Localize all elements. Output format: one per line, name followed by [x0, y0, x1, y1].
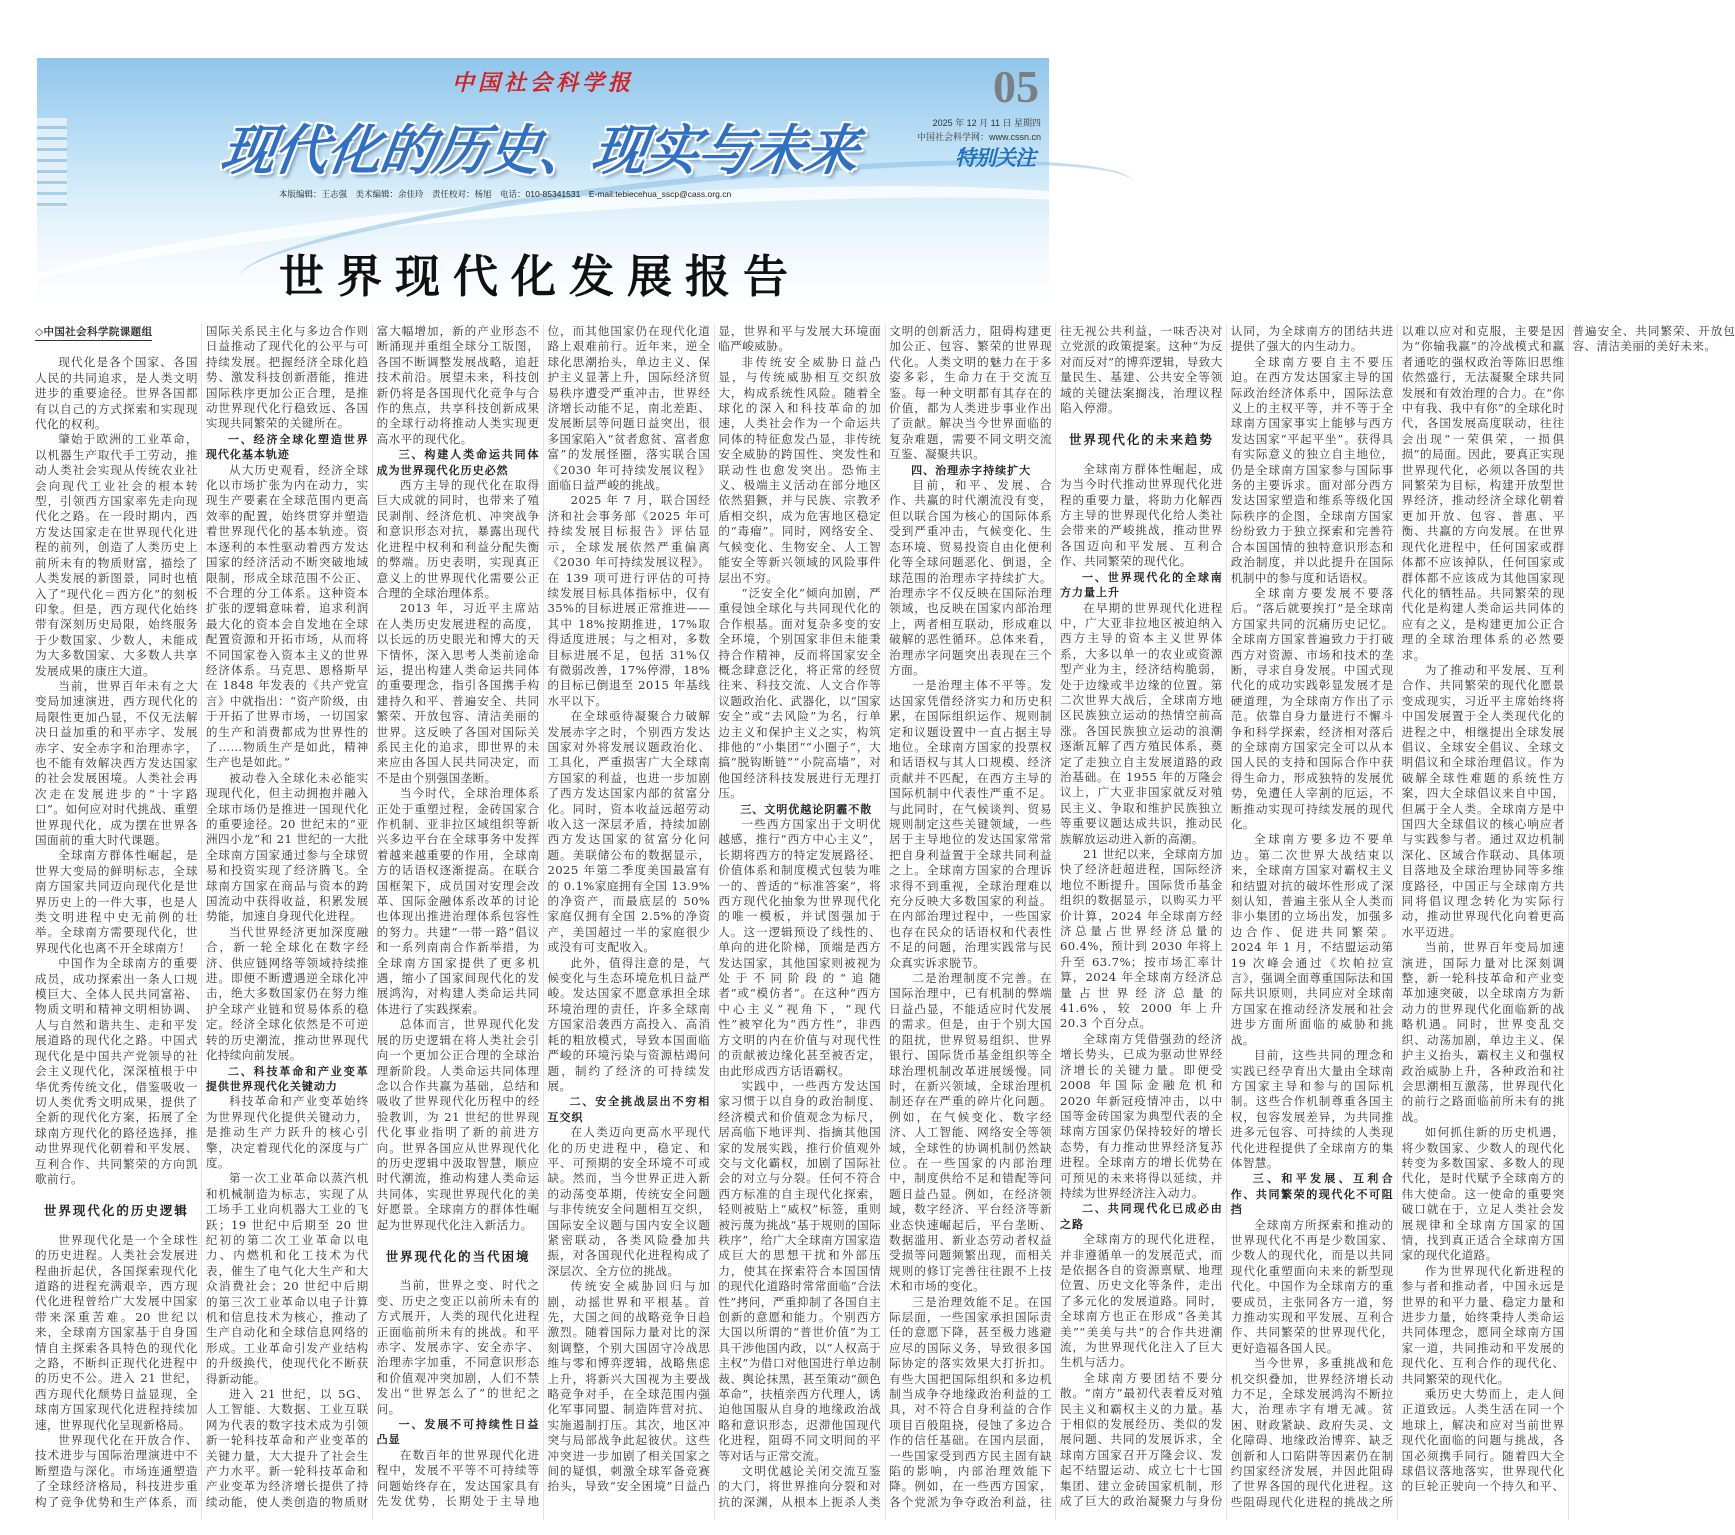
paragraph: 世界现代化是一个全球性的历史进程。人类社会发展进程曲折起伏，各国探索现代化道路的进程充满艰辛，西方现代化进程曾给广大发展中国家带来深重苦难。20 世纪以来，全球南方国家基于自身国情自主探索各具特色的现代化之路，不断纠正现代化进程中的历史不公。进入 21 世纪，西方现代化颓势日益显现，全球南方国家现代化进程持续加速，世界现代化呈现新格局。	[35, 1232, 198, 1432]
paragraph: 在全球亟待凝聚合力破解发展赤字之时，个别西方发达国家对外将发展议题政治化、工具化，严重损害广大全球南方国家的利益，也进一步加剧了西方发达国家内部的贫富分化。同时，资本收益远超劳动收入这一深层矛盾，持续加剧西方发达国家的贫富分化问题。美联储公布的数据显示，2025 年第二季度美国最富有的 0.1%家庭拥有全国 13.9%的净资产，而最底层的 50%家庭仅拥有全国 2.5%的净资产，美国超过一半的家庭很少或没有可支配收入。	[547, 709, 711, 955]
paragraph: 全球南方群体性崛起，是世界大变局的鲜明标志，全球南方国家共同迈向现代化是世界历史上的一件大事，也是人类文明进程中史无前例的壮举。全球南方需要现代化，世界现代化也离不开全球南方！	[35, 848, 198, 955]
section-heading: 世界现代化的历史逻辑	[43, 1203, 189, 1219]
paragraph: 第一次工业革命以蒸汽机和机械制造为标志，实现了从工场手工业向机器大工业的飞跃；19 世纪中后期至 20 世纪初的第二次工业革命以电力、内燃机和化工技术为代表，催生了电气化大生产和大众消费社会；20 世纪中后期的第三次工业革命以电子计算机和信息技术为核心，推动了生产自动化和全球信息网络的形成。工业革命引发产业结构的升级换代，使现代化不断获得新动能。	[205, 1171, 369, 1386]
paragraph: 全球南方的现代化进程，并非遵循单一的发展范式，而是依据各自的资源禀赋、地理位置、历史文化等条件，走出了多元化的发展道路。同时，全球南方也正在形成“各美其美”“美美与共”的合作共进潮流，为世界现代化注入了巨大生机与活力。	[1059, 1232, 1223, 1370]
paragraph: 西方主导的现代化在取得巨大成就的同时，也带来了殖民剥削、经济危机、冲突战争和意识形态对抗，暴露出现代化进程中权利和利益分配失衡的弊端。历史表明，实现真正意义上的世界现代化需要公正合理的全球治理体系。	[376, 478, 540, 600]
page-number: 05	[993, 61, 1039, 112]
article-title: 世界现代化发展报告	[278, 250, 801, 303]
subsection-heading: 一、世界现代化的全球南方力量上升	[1059, 570, 1223, 600]
section-label: 特别关注	[955, 146, 1035, 170]
paragraph: 进入 21 世纪，以 5G、人工智能、大数据、工业互联网为代表的数字技术成为引领新一轮科技革命和产业变革的关键力量，大大提升了社会生产力水平。新一轮科技革命和产业变革为经济增长提供了持续动能，使人类创造的物质财富大幅增加，新的产业形态不断涌现并重组全球分工版图，各国不断调整发展战略，追赶技术前沿。展望未来，科技创新仍将是各国现代化竞争与合作的焦点，共享科技创新成果的全球行动将推动人类实现更高水平的现代化。	[205, 324, 540, 1509]
paragraph: 全球南方所探索和推动的世界现代化不再是少数国家、少数人的现代化，而是以共同现代化重塑面向未来的新型现代化。中国作为全球南方的重要成员，主张同各方一道，努力推动实现和平发展、互利合作、共同繁荣的世界现代化，更好造福各国人民。	[1230, 1217, 1394, 1355]
paragraph: 目前，和平、发展、合作、共赢的时代潮流没有变，但以联合国为核心的国际体系受到严重冲击，气候变化、生态环境、贸易投资自由化便利化等全球问题恶化、倒退，全球范围的治理赤字持续扩大。治理赤字不仅反映在国际治理领域，也反映在国家内部治理上，两者相互联动，形成难以破解的恶性循环。总体来看，治理赤字问题突出表现在三个方面。	[889, 478, 1052, 677]
paragraph: 中国作为全球南方的重要成员，成功探索出一条人口规模巨大、全体人民共同富裕、物质文明和精神文明相协调、人与自然和谐共生、走和平发展道路的现代化之路。中国式现代化是中国共产党领导的社会主义现代化，深深植根于中华优秀传统文化，借鉴吸收一切人类优秀文明成果，提供了全新的现代化方案，拓展了全球南方现代化的路径选择，推动世界现代化朝着和平发展、互利合作、共同繁荣的方向凯歌前行。	[35, 956, 198, 1186]
editor-credits: 本版编辑：王志强 美术编辑：余佳玲 责任校对：杨旭 电话：010-85341531 E-mail:tebiecehua_sscp@cass.org.cn	[279, 189, 732, 199]
paragraph: 传统安全威胁回归与加剧，动摇世界和平根基。首先，大国之间的战略竞争日趋激烈。随着国际力量对比的深刻调整，个别大国固守冷战思维与零和博弈逻辑，战略焦虑上升，将新兴大国视为主要战略竞争对手，在全球范围内强化军事同盟、制造阵营对抗、实施遏制打压。其次，地区冲突与局部战争此起彼伏。这些冲突进一步加剧了相关国家之间的疑惧，刺激全球军备竞赛抬头，导致“安全困境”日益凸显，世界和平与发展大环境面临严峻威胁。	[547, 324, 882, 1494]
paragraph: 文明优越论关闭交流互鉴的大门，将世界推向分裂和对抗的深渊，从根本上扼杀人类文明的创新活力，阻碍构建更加公正、包容、繁荣的世界现代化。人类文明的魅力在于多姿多彩，生命力在于交流互鉴。每一种文明都有其存在的价值，都为人类进步事业作出了贡献。解决当今世界面临的复杂难题，需要不同文明交流互鉴、凝聚共识。	[718, 324, 1052, 1509]
paragraph: 科技革命和产业变革始终为世界现代化提供关键动力，是推动生产力跃升的核心引擎，决定着现代化的深度与广度。	[205, 1094, 369, 1170]
paragraph: 二是治理制度不完善。在国际治理中，已有机制的弊端日益凸显，不能适应时代发展的需求。但是，由于个别大国的阻扰，世界贸易组织、世界银行、国际货币基金组织等全球治理机制改革进展缓慢。同时，在新兴领域，全球治理机制还存在严重的碎片化问题。例如，在气候变化、数字经济、人工智能、网络安全等领域，全球性的协调机制仍然缺位。在一些国家的内部治理中，制度供给不足和错配等问题日益凸显。例如，在经济领域，数字经济、平台经济等新业态快速崛起后，平台垄断、数据滥用、新业态劳动者权益受损等问题频繁出现，而相关规则的修订完善往往跟不上技术和市场的变化。	[889, 971, 1052, 1294]
paragraph: 如何抓住新的历史机遇，将少数国家、少数人的现代化转变为多数国家、多数人的现代化，是时代赋予全球南方的伟大使命。这一使命的重要突破口就在于，立足人类社会发展规律和全球南方国家的国情，找到真正适合全球南方国家的现代化道路。	[1401, 1125, 1565, 1263]
paragraph: 目前，这些共同的理念和实践已经孕育出大量由全球南方国家主导和参与的国际机制。这些合作机制尊重各国主权，包容发展差异，为共同推进多元包容、可持续的人类现代化进程提供了全球南方的集体智慧。	[1230, 1048, 1394, 1170]
subsection-heading: 二、安全挑战层出不穷相互交织	[547, 1095, 711, 1124]
paragraph: 全球南方要发展不要落后。“落后就要挨打”是全球南方国家共同的沉痛历史记忆。全球南方国家普遍致力于打破西方对资源、市场和技术的垄断，寻求自身发展。中国式现代化的成功实践彰显发展才是硬道理，为全球南方作出了示范。依靠自身力量进行不懈斗争和科学探索，经济相对落后的全球南方国家完全可以从本国人民的支持和国际合作中获得生命力，形成独特的发展优势，免遭任人宰割的厄运，不断推动实现可持续发展的现代化。	[1230, 585, 1394, 831]
subsection-heading: 四、治理赤字持续扩大	[911, 463, 1032, 477]
paragraph: 一是治理主体不平等。发达国家凭借经济实力和历史积累，在国际组织运作、规则制定和议题设置中一直占据主导地位。全球南方国家的投票权和话语权与其人口规模、经济贡献并不匹配，在西方主导的国际机制中代表性严重不足。与此同时，在气候谈判、贸易规则制定这些关键领域，一些居于主导地位的发达国家常常把自身利益置于全球共同利益之上。全球南方国家的合理诉求得不到重视，全球治理难以充分反映大多数国家的利益。在内部治理过程中，一些国家也存在民众的话语权和代表性不足的问题，治理实践常与民众真实诉求脱节。	[889, 678, 1052, 970]
book-stack-illustration	[37, 118, 67, 208]
paragraph: 此外，值得注意的是，气候变化与生态环境危机日益严峻。发达国家不愿意承担全球环境治理的责任，许多全球南方国家沿袭西方高投入、高消耗的粗放模式，导致本国面临严峻的环境污染与资源枯竭问题，制约了经济的可持续发展。	[547, 955, 711, 1093]
article-body	[35, 324, 1735, 1520]
subsection-heading: 三、文明优越论阴霾不散	[740, 802, 873, 816]
paragraph: 非传统安全威胁日益凸显，与传统威胁相互交织放大，构成系统性风险。随着全球化的深入和科技革命的加速，人类社会作为一个命运共同体的特征愈发凸显，非传统安全威胁的跨国性、突发性和联动性也愈发突出。恐怖主义、极端主义活动在部分地区依然猖獗，并与民族、宗教矛盾相交织，成为危害地区稳定的“毒瘤”。同时，网络安全、气候变化、生物安全、人工智能安全等新兴领域的风险事件层出不穷。	[718, 354, 882, 585]
paragraph: 当前，世界百年变局加速演进，国际力量对比深刻调整，新一轮科技革命和产业变革加速突破，以全球南方为新动力的世界现代化面临新的战略机遇。同时，世界变乱交织、动荡加剧，单边主义、保护主义抬头，霸权主义和强权政治威胁上升，各种政治和社会思潮相互激荡，世界现代化的前行之路面临前所未有的挑战。	[1401, 940, 1565, 1124]
paragraph: 全球南方凭借强劲的经济增长势头，已成为驱动世界经济增长的关键力量。即便受 2008 年国际金融危机和 2020 年新冠疫情冲击，以中国等金砖国家为典型代表的全球南方国家仍保持较好的增长态势，有力推动世界经济复苏进程。全球南方的增长优势在可预见的未来将得以延续，并持续为世界经济注入动力。	[1059, 1031, 1223, 1200]
section-heading: 世界现代化的当代困境	[385, 1248, 531, 1264]
paragraph: 全球南方要自主不要压迫。在西方发达国家主导的国际政治经济体系中，国际法意义上的主权平等，并不等于全球南方国家事实上能够与西方发达国家“平起平坐”。获得具有实际意义的独立自主地位，仍是全球南方国家参与国际事务的主要诉求。面对部分西方发达国家塑造和维系等级化国际秩序的企图，全球南方国家纷纷致力于独立探索和完善符合本国国情的独特意识形态和政治制度，并以此提升在国际机制中的参与度和话语权。	[1230, 354, 1394, 585]
paragraph: 在早期的世界现代化进程中，广大亚非拉地区被迫纳入西方主导的资本主义世界体系，大多以单一的农业或资源型产业为主，经济结构脆弱，处于边缘或半边缘的位置。第二次世界大战后，全球南方地区民族独立运动的热情空前高涨。各国民族独立运动的浪潮逐渐瓦解了西方殖民体系，奠定了走独立自主发展道路的政治基础。在 1955 年的万隆会议上，广大亚非国家就反对殖民主义、争取和维护民族独立等重要议题达成共识，推动民族解放运动进入新的高潮。	[1059, 600, 1223, 846]
subsection-heading: 一、经济全球化塑造世界现代化基本轨迹	[205, 432, 369, 462]
author-byline: ◇中国社会科学院课题组	[35, 325, 152, 341]
paragraph: 作为世界现代化新进程的参与者和推动者，中国永远是世界的和平力量、稳定力量和进步力量，始终秉持人类命运共同体理念，愿同全球南方国家一道，共同推动和平发展的现代化、互利合作的现代化、共同繁荣的现代化。	[1401, 1263, 1565, 1386]
paragraph: 为了推动和平发展、互利合作、共同繁荣的现代化愿景变成现实，习近平主席始终将中国发展置于全人类现代化的进程之中，相继提出全球发展倡议、全球安全倡议、全球文明倡议和全球治理倡议。作为破解全球性难题的系统性方案，四大全球倡议来自中国，但属于全人类。全球南方是中国四大全球倡议的核心响应者与实践参与者。通过双边机制深化、区域合作联动、具体项目落地及全球治理协同等多维度路径，中国正与全球南方共同将倡议理念转化为实际行动，推动世界现代化向着更高水平迈进。	[1401, 662, 1565, 939]
paragraph: 肇始于欧洲的工业革命，以机器生产取代手工劳动，推动人类社会实现从传统农业社会向现代工业社会的根本转型，引领西方国家率先走向现代化之路。在一段时期内，西方发达国家走在世界现代化进程的前列，创造了人类历史上前所未有的物质财富，描绘了人类发展的新图景，同时也植入了“现代化＝西方化”的刻板印象。但是，西方现代化始终带有深刻历史局限，始终服务于少数国家、少数人，未能成为大多数国家、大多数人共享发展成果的康庄大道。	[35, 432, 198, 678]
paragraph: 全球南方要多边不要单边。第二次世界大战结束以来，全球南方国家对霸权主义和结盟对抗的破坏性形成了深刻认知，普遍主张从全人类而非小集团的立场出发，加强多边合作、促进共同繁荣。2024 年 1 月，不结盟运动第 19 次峰会通过《坎帕拉宣言》，强调全面尊重国际法和国际共识原则，共同应对全球南方国家在推动经济发展和社会进步方面所面临的威胁和挑战。	[1230, 832, 1394, 1047]
paragraph: 现代化是各个国家、各国人民的共同追求，是人类文明进步的重要途径。世界各国都有以自己的方式探索和实现现代化的权利。	[35, 355, 198, 432]
dateline	[917, 116, 1041, 144]
paragraph: 当代世界经济更加深度融合，新一轮全球化在数字经济、供应链网络等领域持续推进。即便不断遭遇逆全球化冲击，绝大多数国家仍在努力维护全球产业链和贸易体系的稳定。经济全球化依然是不可逆转的历史潮流，推动世界现代化持续向前发展。	[205, 924, 369, 1063]
paragraph: 在人类迈向更高水平现代化的历史进程中，稳定、和平、可预期的安全环境不可或缺。然而，当今世界正进入新的动荡变革期，传统安全问题与非传统安全问题相互交织，国际安全议题与国内安全议题紧密联动，各类风险叠加共振，对各国现代化进程构成了深层次、全方位的挑战。	[547, 1125, 711, 1278]
paragraph: 实践中，一些西方发达国家习惯于以自身的政治制度、经济模式和价值观念为标尺，居高临下地评判、指摘其他国家的发展实践，推行价值观外交与文化霸权，加剧了国际社会的对立与分裂。任何不符合西方标准的自主现代化探索，轻则被贴上“威权”标签，重则被污蔑为挑战“基于规则的国际秩序”，给广大全球南方国家造成巨大的思想干扰和外部压力，使其在探索符合本国国情的现代化道路时常常面临“合法性”拷问，严重抑制了各国自主创新的意愿和能力。个别西方大国以所谓的“普世价值”为工具干涉他国内政，以“人权高于主权”为借口对他国进行单边制裁、舆论抹黑，甚至策动“颜色革命”，扶植亲西方代理人，诱迫他国服从自身的地缘政治战略和意识形态，迟滞他国现代化进程，阻碍不同文明间的平等对话与正常交流。	[718, 1078, 882, 1463]
paragraph: 总体而言，世界现代化发展的历史逻辑在将人类社会引向一个更加公正合理的全球治理新阶段。人类命运共同体理念以合作共赢为基础，总结和吸收了世界现代化历程中的经验教训，为 21 世纪的世界现代化事业指明了新的前进方向。世界各国应从世界现代化的历史逻辑中汲取智慧，顺应时代潮流，推动构建人类命运共同体，实现世界现代化的美好愿景。全球南方的群体性崛起为世界现代化注入新活力。	[376, 1017, 540, 1232]
section-heading: 世界现代化的未来趋势	[1068, 432, 1214, 448]
paragraph: 2025 年 7 月，联合国经济和社会事务部《2025 年可持续发展目标报告》评估显示，全球发展依然严重偏离《2030 年可持续发展议程》。在 139 项可进行评估的可持续发展目标具体指标中，仅有 35%的目标进展正常推进——其中 18%按期推进，17%取得适度进展；与之相对，多数目标进展不足，包括 31%仅有微弱改善，17%停滞，18%的目标已倒退至 2015 年基线水平以下。	[547, 493, 711, 708]
paragraph: 全球南方群体性崛起，成为当今时代推动世界现代化进程的重要力量，将助力化解西方主导的世界现代化给人类社会带来的严峻挑战，推动世界各国迈向和平发展、互利合作、共同繁荣的现代化。	[1059, 461, 1223, 569]
subsection-heading: 三、构建人类命运共同体成为世界现代化历史必然	[376, 448, 540, 477]
paragraph: 三是治理效能不足。在国际层面，一些国家承担国际责任的意愿下降，甚至极力逃避应尽的国际义务，导致很多国际协定的落实效果大打折扣。有些大国把国际组织和多边机制当成争夺地缘政治利益的工具，对不符合自身利益的合作项目百般阻挠，侵蚀了多边合作的信任基础。在国内层面，一些国家受到西方民主固有缺陷的影响，内部治理效能下降。例如，在一些西方国家，各个党派为争夺政治利益，往往无视公共利益，一味否决对立党派的政策提案。这种“为反对而反对”的博弈逻辑，导致大量民生、基建、公共安全等领域的关键法案搁浅，治理议程陷入停滞。	[889, 324, 1223, 1509]
subsection-heading: 二、共同现代化已成必由之路	[1059, 1202, 1223, 1231]
paragraph: 世界现代化在开放合作、技术进步与国际治理演进中不断塑造与深化。市场连通塑造了全球经济格局，科技进步重构了竞争优势和生产体系，而国际关系民主化与多边合作则日益推动了现代化的公平与可持续发展。把握经济全球化趋势、激发科技创新潜能，推进国际秩序更加公正合理，是推动世界现代化行稳致远、各国实现共同繁荣的关键所在。	[35, 324, 369, 1509]
paragraph: 一些西方国家出于文明优越感，推行“西方中心主义”，长期将西方的特定发展路径、价值体系和制度模式包装为唯一的、普适的“标准答案”，将西方现代化抽象为世界现代化的唯一模板，并试图强加于人。这一逻辑预设了线性的、单向的进化阶梯，顶端是西方发达国家，其他国家则被视为处于不同阶段的“追随者”或“模仿者”。在这种“西方中心主义”视角下，“现代性”被窄化为“西方性”，非西方文明的内在价值与对现代性的贡献被边缘化甚至被否定，由此形成西方话语霸权。	[718, 817, 882, 1078]
paragraph: 乘历史大势而上，走人间正道致远。人类生活在同一个地球上，解决和应对当前世界现代化面临的问题与挑战，各国必须携手同行。随着四大全球倡议落地落实，世界现代化的巨轮正驶向一个持久和平、普遍安全、共同繁荣、开放包容、清洁美丽的美好未来。	[1401, 324, 1735, 1494]
paragraph: 当今世界，多重挑战和危机交织叠加，世界经济增长动力不足，全球发展鸿沟不断拉大，治理赤字有增无减。贫困、财政紧缺、政府失灵、文化障碍、地缘政治博弈、缺乏创新和人口陷阱等因素仍在制约国家经济发展，并因此阻碍了世界各国的现代化进程。这些阻碍现代化进程的挑战之所以难以应对和克服，主要是因为“你输我赢”的冷战模式和赢者通吃的强权政治等陈旧思维依然盛行，无法凝聚全球共同发展和有效治理的合力。在“你中有我、我中有你”的全球化时代，各国发展高度联动，往往会出现“一荣俱荣，一损俱损”的局面。因此，要真正实现世界现代化，必须以各国的共同繁荣为目标，构建开放型世界经济，推动经济全球化朝着更加开放、包容、普惠、平衡、共赢的方向发展。在世界现代化进程中，任何国家或群体都不应该掉队，任何国家或群体都不应该成为其他国家现代化的牺牲品。共同繁荣的现代化是构建人类命运共同体的应有之义，是构建更加公正合理的全球治理体系的必然要求。	[1230, 324, 1565, 1509]
paragraph: 被动卷入全球化未必能实现现代化，但主动拥抱并融入全球市场仍是推进一国现代化的重要途径。20 世纪末的“亚洲四小龙”和 21 世纪的一大批全球南方国家通过参与全球贸易和投资实现了经济腾飞。全球南方国家在商品与资本的跨国流动中获得收益，积累发展势能，加速自身现代化进程。	[205, 770, 369, 924]
paragraph: 在数百年的世界现代化进程中，发展不平等不可持续等问题始终存在，发达国家具有先发优势，长期处于主导地位，而其他国家仍在现代化道路上艰难前行。近年来，逆全球化思潮抬头，单边主义、保护主义显著上升，国际经济贸易秩序遭受严重冲击，世界经济增长动能不足，南北差距、发展断层等问题日益突出，很多国家陷入“贫者愈贫、富者愈富”的发展怪圈，落实联合国《2030 年可持续发展议程》面临日益严峻的挑战。	[376, 324, 711, 1509]
subsection-heading: 三、和平发展、互利合作、共同繁荣的现代化不可阻挡	[1230, 1172, 1394, 1217]
paragraph: 21 世纪以来，全球南方加快了经济赶超进程，国际经济地位不断提升。国际货币基金组织的数据显示，以购买力平价计算，2024 年全球南方经济总量占世界经济总量的 60.4%，预计到 2030 年将上升至 63.7%；按市场汇率计算，2024 年全球南方经济总量占世界经济总量的 41.6%，较 2000 年上升 20.3 个百分点。	[1059, 847, 1223, 1031]
paragraph: 2013 年，习近平主席站在人类历史发展进程的高度，以长远的历史眼光和博大的天下情怀，深入思考人类前途命运，提出构建人类命运共同体的重要理念，指引各国携手构建持久和平、普遍安全、共同繁荣、开放包容、清洁美丽的世界。这反映了各国对国际关系民主化的追求，即世界的未来应由各国人民共同决定，而不是由个别强国垄断。	[376, 601, 540, 785]
paragraph: 当今时代，全球治理体系正处于重塑过程，金砖国家合作机制、亚非拉区域组织等新兴多边平台在全球事务中发挥着越来越重要的作用，全球南方的话语权逐渐提高。在联合国框架下，成员国对安理会改革、国际金融体系改革的讨论也体现出推进治理体系包容性的努力。共建“一带一路”倡议和一系列南南合作新举措，为全球南方国家提供了更多机遇，缩小了国家间现代化的发展鸿沟，对构建人类命运共同体进行了实践探索。	[376, 786, 540, 1016]
paragraph: 从大历史观看，经济全球化以市场扩张为内在动力，实现生产要素在全球范围内更高效率的配置，始终贯穿并塑造着世界现代化的基本轨迹。资本逐利的本性驱动着西方发达国家的经济活动不断突破地域限制，形成全球范围不公正、不合理的分工体系。这种资本扩张的逻辑意味着，追求利润最大化的资本会自发地在全球配置资源和开拓市场，从而将不同国家卷入资本主义的世界经济体系。马克思、恩格斯早在 1848 年发表的《共产党宣言》中就指出：“资产阶级，由于开拓了世界市场，一切国家的生产和消费都成为世界性的了……物质生产是如此，精神生产也是如此。”	[205, 462, 369, 770]
website: 中国社会科学网：www.cssn.cn	[916, 132, 1041, 142]
newspaper-masthead: 中国社会科学报	[451, 70, 634, 96]
subsection-heading: 二、科技革命和产业变革提供世界现代化关键动力	[205, 1064, 369, 1093]
paragraph: 当前，世界之变、时代之变、历史之变正以前所未有的方式展开，人类的现代化进程正面临前所未有的挑战。和平赤字、发展赤字、安全赤字、治理赤字加重，不同意识形态和价值观冲突加剧，人们不禁发出“世界怎么了”的世纪之问。	[376, 1278, 540, 1416]
paragraph: “泛安全化”倾向加剧，严重侵蚀全球化与共同现代化的合作根基。面对复杂多变的安全环境，个别国家非但未能秉持合作精神，反而将国家安全概念肆意泛化，将正常的经贸往来、科技交流、人文合作等议题政治化、武器化，以“国家安全”或“去风险”为名，行单边主义和保护主义之实，构筑排他的“小集团”“小圈子”，大搞“脱钩断链”“小院高墙”，对他国经济科技发展进行无理打压。	[718, 585, 882, 801]
subsection-heading: 一、发展不可持续性日益凸显	[376, 1418, 540, 1447]
issue-date: 2025 年 12 月 11 日 星期四	[932, 118, 1041, 128]
paragraph: 全球南方要团结不要分散。“南方”最初代表着反对殖民主义和霸权主义的力量。基于相似的发展经历、类似的发展问题、共同的发展诉求，全球南方国家召开万隆会议、发起不结盟运动、成立七十七国集团、建立金砖国家机制，形成了巨大的政治凝聚力与身份认同，为全球南方的团结共进提供了强大的内生动力。	[1059, 324, 1394, 1509]
page-title: 现代化的历史、现实与未来	[217, 119, 862, 182]
paragraph: 当前，世界百年未有之大变局加速演进，西方现代化的局限性更加凸显，不仅无法解决日益加重的和平赤字、发展赤字、安全赤字和治理赤字，也不能有效解决西方发达国家的社会发展困境。人类社会再次走在发展进步的“十字路口”。如何应对时代挑战、重塑世界现代化，成为摆在世界各国面前的重大时代课题。	[35, 678, 198, 847]
